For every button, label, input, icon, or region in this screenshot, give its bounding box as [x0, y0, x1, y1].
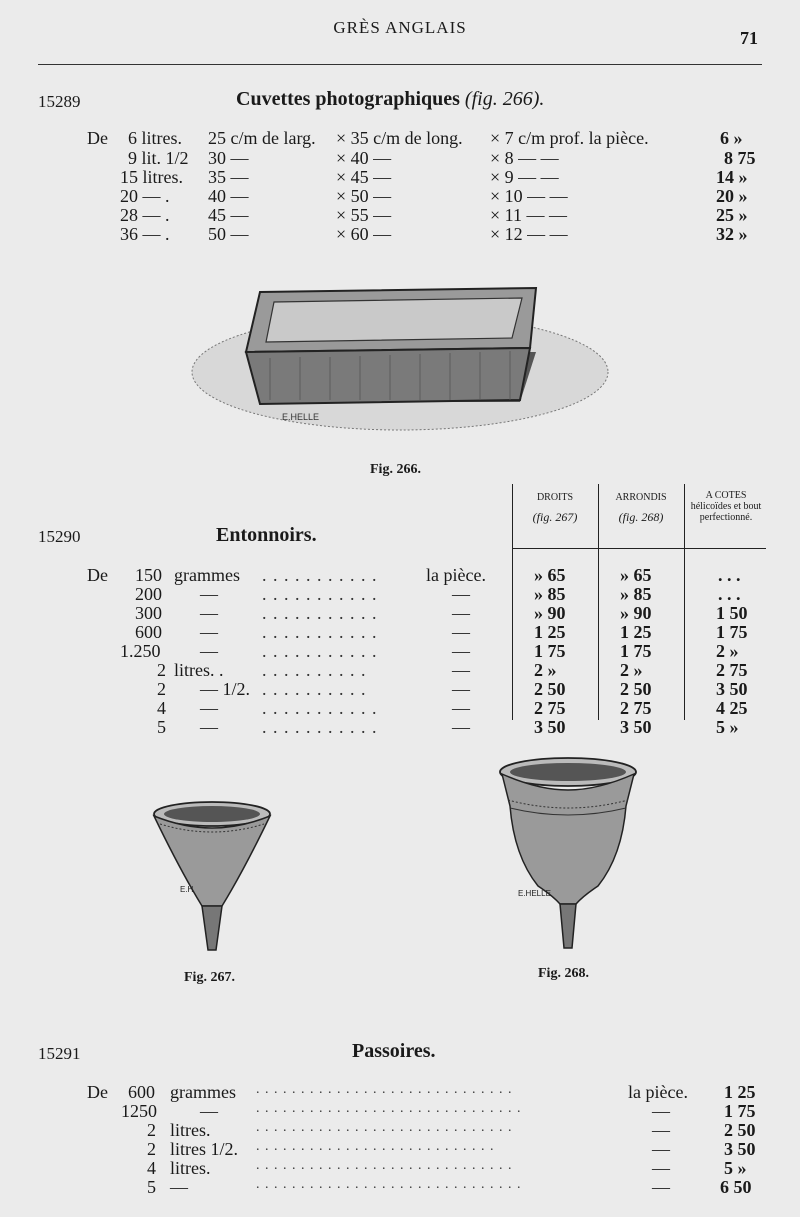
- quantity: 1250: [121, 1101, 157, 1121]
- price-arrondis: 2 »: [620, 660, 643, 680]
- leader-dots: . . . . . . . . . . .: [262, 622, 378, 642]
- depth: × 10 — —: [490, 186, 568, 206]
- leader-dots: . . . . . . . . . . .: [262, 584, 378, 604]
- depth: × 12 — —: [490, 224, 568, 244]
- unit: litres.: [170, 1120, 211, 1140]
- figure-caption-266: Fig. 266.: [370, 462, 421, 477]
- price-cotes: 4 25: [716, 698, 748, 718]
- capacity: 15 litres.: [120, 167, 183, 187]
- price: 14 »: [716, 167, 748, 187]
- price: 3 50: [724, 1139, 756, 1159]
- quantity: 4: [157, 698, 166, 718]
- width: 45 —: [208, 205, 249, 225]
- section-title-passoires: Passoires.: [352, 1040, 436, 1062]
- figure-caption-267: Fig. 267.: [184, 970, 235, 985]
- price: 25 »: [716, 205, 748, 225]
- table-row: [0, 128, 800, 147]
- table-row: [0, 1120, 800, 1139]
- price: 5 »: [724, 1158, 747, 1178]
- straight-funnel-illustration: [150, 800, 280, 960]
- depth: × 7 c/m prof. la pièce.: [490, 128, 649, 148]
- price: 32 »: [716, 224, 748, 244]
- section-title-text: Cuvettes photographiques: [236, 88, 460, 110]
- price-droits: » 65: [534, 565, 566, 585]
- unit-label: —: [452, 660, 470, 680]
- leader-dots: . . . . . . . . . . . . . . . . . . . . . . . . . . . . .: [256, 1082, 513, 1097]
- price-arrondis: » 65: [620, 565, 652, 585]
- price-arrondis: 1 25: [620, 622, 652, 642]
- price: 2 50: [724, 1120, 756, 1140]
- table-row: [0, 167, 800, 186]
- length: × 35 c/m de long.: [336, 128, 463, 148]
- width: 30 —: [208, 148, 249, 168]
- price-arrondis: » 85: [620, 584, 652, 604]
- reference-number-cuvettes: 15289: [38, 92, 81, 111]
- leader-dots: . . . . . . . . . . . . . . . . . . . . . . . . . . . . . .: [256, 1101, 522, 1116]
- unit-label: —: [452, 641, 470, 661]
- header-rule: [512, 548, 766, 549]
- width: 25 c/m de larg.: [208, 128, 316, 148]
- table-row: [0, 584, 800, 603]
- engraver-signature: E.H: [180, 885, 194, 894]
- price-arrondis: 2 75: [620, 698, 652, 718]
- leader-dots: . . . . . . . . . . . . . . . . . . . . . . . . . . . . . .: [256, 1177, 522, 1192]
- unit: — 1/2.: [200, 679, 251, 699]
- table-row: [0, 641, 800, 660]
- unit-label: —: [452, 679, 470, 699]
- quantity: 2: [157, 679, 166, 699]
- table-row: [0, 698, 800, 717]
- depth: × 8 — —: [490, 148, 559, 168]
- length: × 55 —: [336, 205, 392, 225]
- price: 6 »: [720, 128, 743, 148]
- unit-label: la pièce.: [628, 1082, 688, 1102]
- price-cotes: 1 50: [716, 603, 748, 623]
- unit: —: [200, 1101, 218, 1121]
- price-droits: 3 50: [534, 717, 566, 737]
- unit: —: [200, 603, 218, 623]
- price-droits: 1 75: [534, 641, 566, 661]
- table-row: [0, 224, 800, 243]
- unit: —: [200, 622, 218, 642]
- depth: × 9 — —: [490, 167, 559, 187]
- price: 1 75: [724, 1101, 756, 1121]
- section-figure-reference: (fig. 266).: [464, 88, 545, 110]
- price-droits: 1 25: [534, 622, 566, 642]
- table-row: [0, 717, 800, 736]
- table-row: [0, 205, 800, 224]
- table-row: [0, 565, 800, 584]
- leader-dots: . . . . . . . . . . .: [262, 641, 378, 661]
- price-arrondis: 1 75: [620, 641, 652, 661]
- unit: —: [200, 584, 218, 604]
- unit: —: [170, 1177, 188, 1197]
- length: × 45 —: [336, 167, 392, 187]
- quantity: 600: [135, 622, 162, 642]
- price-cotes: 5 »: [716, 717, 739, 737]
- column-title: ARRONDIS: [615, 492, 667, 503]
- leader-dots: . . . . . . . . . . . . . . . . . . . . . . . . . . .: [256, 1139, 495, 1154]
- price: 8 75: [724, 148, 756, 168]
- photographic-tray-illustration: [190, 280, 610, 450]
- column-title: DROITS: [536, 492, 574, 503]
- width: 50 —: [208, 224, 249, 244]
- page-number: 71: [740, 28, 758, 48]
- unit-label: —: [452, 717, 470, 737]
- unit-label: —: [652, 1158, 670, 1178]
- quantity: 5: [157, 717, 166, 737]
- row-prefix: De: [87, 1082, 108, 1102]
- engraver-signature: E.HELLE: [282, 412, 320, 422]
- leader-dots: . . . . . . . . . .: [262, 679, 367, 699]
- price-droits: » 90: [534, 603, 566, 623]
- price: 1 25: [724, 1082, 756, 1102]
- leader-dots: . . . . . . . . . . .: [262, 565, 378, 585]
- price-cotes: 3 50: [716, 679, 748, 699]
- quantity: 300: [135, 603, 162, 623]
- depth: × 11 — —: [490, 205, 567, 225]
- column-subtitle: (fig. 267): [532, 510, 578, 524]
- capacity: 6 litres.: [128, 128, 182, 148]
- price-cotes: 2 »: [716, 641, 739, 661]
- quantity: 2: [147, 1120, 156, 1140]
- column-header-cotes: A COTES hélicoïdes et bout perfectionné.: [690, 490, 762, 523]
- table-row: [0, 1177, 800, 1196]
- price-droits: 2 75: [534, 698, 566, 718]
- quantity: 4: [147, 1158, 156, 1178]
- unit: litres.: [170, 1158, 211, 1178]
- unit: litres 1/2.: [170, 1139, 238, 1159]
- quantity: 150: [135, 565, 162, 585]
- unit: grammes: [170, 1082, 236, 1102]
- unit: grammes: [174, 565, 240, 585]
- page-header-title: GRÈS ANGLAIS: [333, 18, 467, 37]
- price-droits: 2 »: [534, 660, 557, 680]
- quantity: 5: [147, 1177, 156, 1197]
- unit-label: —: [452, 603, 470, 623]
- leader-dots: . . . . . . . . . . .: [262, 717, 378, 737]
- unit-label: —: [652, 1139, 670, 1159]
- header-rule: [38, 64, 762, 65]
- price-droits: 2 50: [534, 679, 566, 699]
- leader-dots: . . . . . . . . . .: [262, 660, 367, 680]
- table-row: [0, 1158, 800, 1177]
- price-cotes: 1 75: [716, 622, 748, 642]
- quantity: 2: [157, 660, 166, 680]
- quantity: 1.250: [120, 641, 161, 661]
- leader-dots: . . . . . . . . . . .: [262, 603, 378, 623]
- unit-label: —: [652, 1177, 670, 1197]
- price-cotes: . . .: [718, 584, 741, 604]
- quantity: 600: [128, 1082, 155, 1102]
- table-row: [0, 660, 800, 679]
- unit: —: [200, 698, 218, 718]
- capacity: 9 lit. 1/2: [128, 148, 189, 168]
- column-header-arrondis: [600, 492, 682, 523]
- table-row: [0, 148, 800, 167]
- leader-dots: . . . . . . . . . . . . . . . . . . . . . . . . . . . . .: [256, 1158, 513, 1173]
- unit: —: [200, 641, 218, 661]
- figure-caption-268: Fig. 268.: [538, 966, 589, 981]
- reference-number-passoires: 15291: [38, 1044, 81, 1063]
- table-row: [0, 1139, 800, 1158]
- unit: litres. .: [174, 660, 224, 680]
- price-arrondis: 2 50: [620, 679, 652, 699]
- length: × 40 —: [336, 148, 392, 168]
- leader-dots: . . . . . . . . . . . . . . . . . . . . . . . . . . . . .: [256, 1120, 513, 1135]
- width: 35 —: [208, 167, 249, 187]
- engraver-signature: E.HELLE: [518, 889, 551, 898]
- price-cotes: 2 75: [716, 660, 748, 680]
- rounded-funnel-illustration: [498, 756, 640, 956]
- table-row: [0, 186, 800, 205]
- table-row: [0, 679, 800, 698]
- row-prefix: De: [87, 128, 108, 148]
- section-title-cuvettes: [236, 88, 544, 111]
- table-row: [0, 603, 800, 622]
- width: 40 —: [208, 186, 249, 206]
- price-cotes: . . .: [718, 565, 741, 585]
- unit: —: [200, 717, 218, 737]
- column-header-droits: [514, 492, 596, 523]
- quantity: 2: [147, 1139, 156, 1159]
- leader-dots: . . . . . . . . . . .: [262, 698, 378, 718]
- table-row: [0, 1101, 800, 1120]
- price: 6 50: [720, 1177, 752, 1197]
- unit-label: —: [652, 1120, 670, 1140]
- column-subtitle: (fig. 268): [618, 510, 664, 524]
- capacity: 28 — .: [120, 205, 170, 225]
- length: × 50 —: [336, 186, 392, 206]
- unit-label: —: [652, 1101, 670, 1121]
- reference-number-entonnoirs: 15290: [38, 527, 81, 546]
- unit-label: —: [452, 698, 470, 718]
- price: 20 »: [716, 186, 748, 206]
- table-row: [0, 1082, 800, 1101]
- row-prefix: De: [87, 565, 108, 585]
- price-droits: » 85: [534, 584, 566, 604]
- unit-label: —: [452, 622, 470, 642]
- unit-label: la pièce.: [426, 565, 486, 585]
- price-arrondis: 3 50: [620, 717, 652, 737]
- section-title-entonnoirs: Entonnoirs.: [216, 524, 317, 546]
- length: × 60 —: [336, 224, 392, 244]
- price-arrondis: » 90: [620, 603, 652, 623]
- capacity: 36 — .: [120, 224, 170, 244]
- quantity: 200: [135, 584, 162, 604]
- unit-label: —: [452, 584, 470, 604]
- capacity: 20 — .: [120, 186, 170, 206]
- table-row: [0, 622, 800, 641]
